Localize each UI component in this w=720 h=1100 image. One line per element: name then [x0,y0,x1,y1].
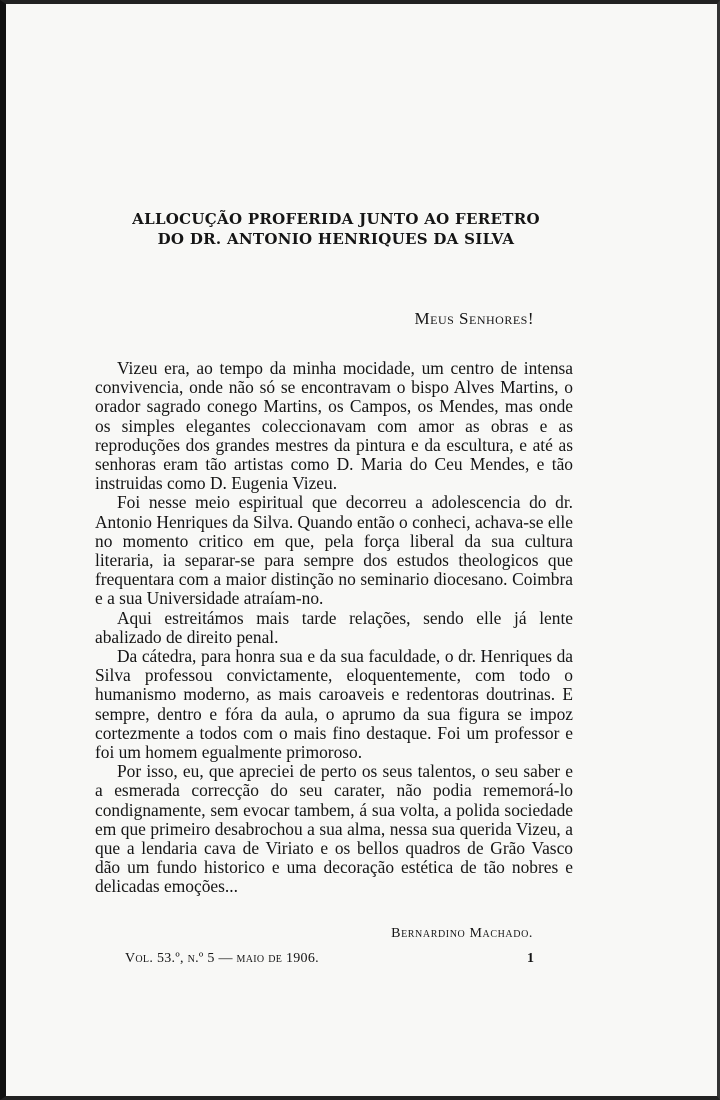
body-text [95,359,573,897]
document-title [6,209,666,249]
title-line-1: ALLOCUÇÃO PROFERIDA JUNTO AO FERETRO [132,210,540,228]
page-number: 1 [527,951,534,966]
paragraph: Foi nesse meio espiritual que decorreu a adolescencia do dr. Antonio Henriques da Silva. Quando então o conheci, achava-se elle no momento critico em que, pela força liberal da sua cultura literaria, ia separar-se para sempre dos estudos theologicos que frequentara com a maior distinção no seminario diocesano. Coimbra e a sua Universidade atraíam-no. [95,492,573,609]
title-line-2: DO DR. ANTONIO HENRIQUES DA SILVA [157,230,515,248]
signature: Bernardino Machado. [391,926,533,941]
paragraph: Da cátedra, para honra sua e da sua faculdade, o dr. Henriques da Silva professou convictamente, eloquentemente, com todo o humanismo moderno, as mais caroaveis e redentoras doutrinas. E sempre, dentro e fóra da aula, o aprumo da sua figura se impoz cortezmente a todos com o mais fino destaque. Foi um professor e foi um homem egualmente primoroso. [95,646,573,763]
volume-footer: Vol. 53.º, n.º 5 — maio de 1906. [125,951,319,966]
paragraph: Por isso, eu, que apreciei de perto os seus talentos, o seu saber e a esmerada correcção do seu carater, não podia rememorá-lo condignamente, sem evocar tambem, á sua volta, a polida sociedade em que primeiro desabrochou a sua alma, nessa sua querida Vizeu, a que a lendaria cava de Viriato e os bellos quadros de Grão Vasco dão um fundo historico e uma decoração estética de tão nobres e delicadas emoções... [95,761,573,897]
salutation: Meus Senhores! [414,309,534,328]
paragraph: Vizeu era, ao tempo da minha mocidade, um centro de intensa convivencia, onde não só se encontravam o bispo Alves Martins, o orador sagrado conego Martins, os Campos, os Mendes, mas onde os simples elegantes coleccionavam com amor as obras e as reproduções dos grandes mestres da pintura e da escultura, e até as senhoras eram tão artistas como D. Maria do Ceu Mendes, e tão instruidas como D. Eugenia Vizeu. [95,358,573,494]
paragraph: Aqui estreitámos mais tarde relações, sendo elle já lente abalizado de direito penal. [95,607,573,647]
